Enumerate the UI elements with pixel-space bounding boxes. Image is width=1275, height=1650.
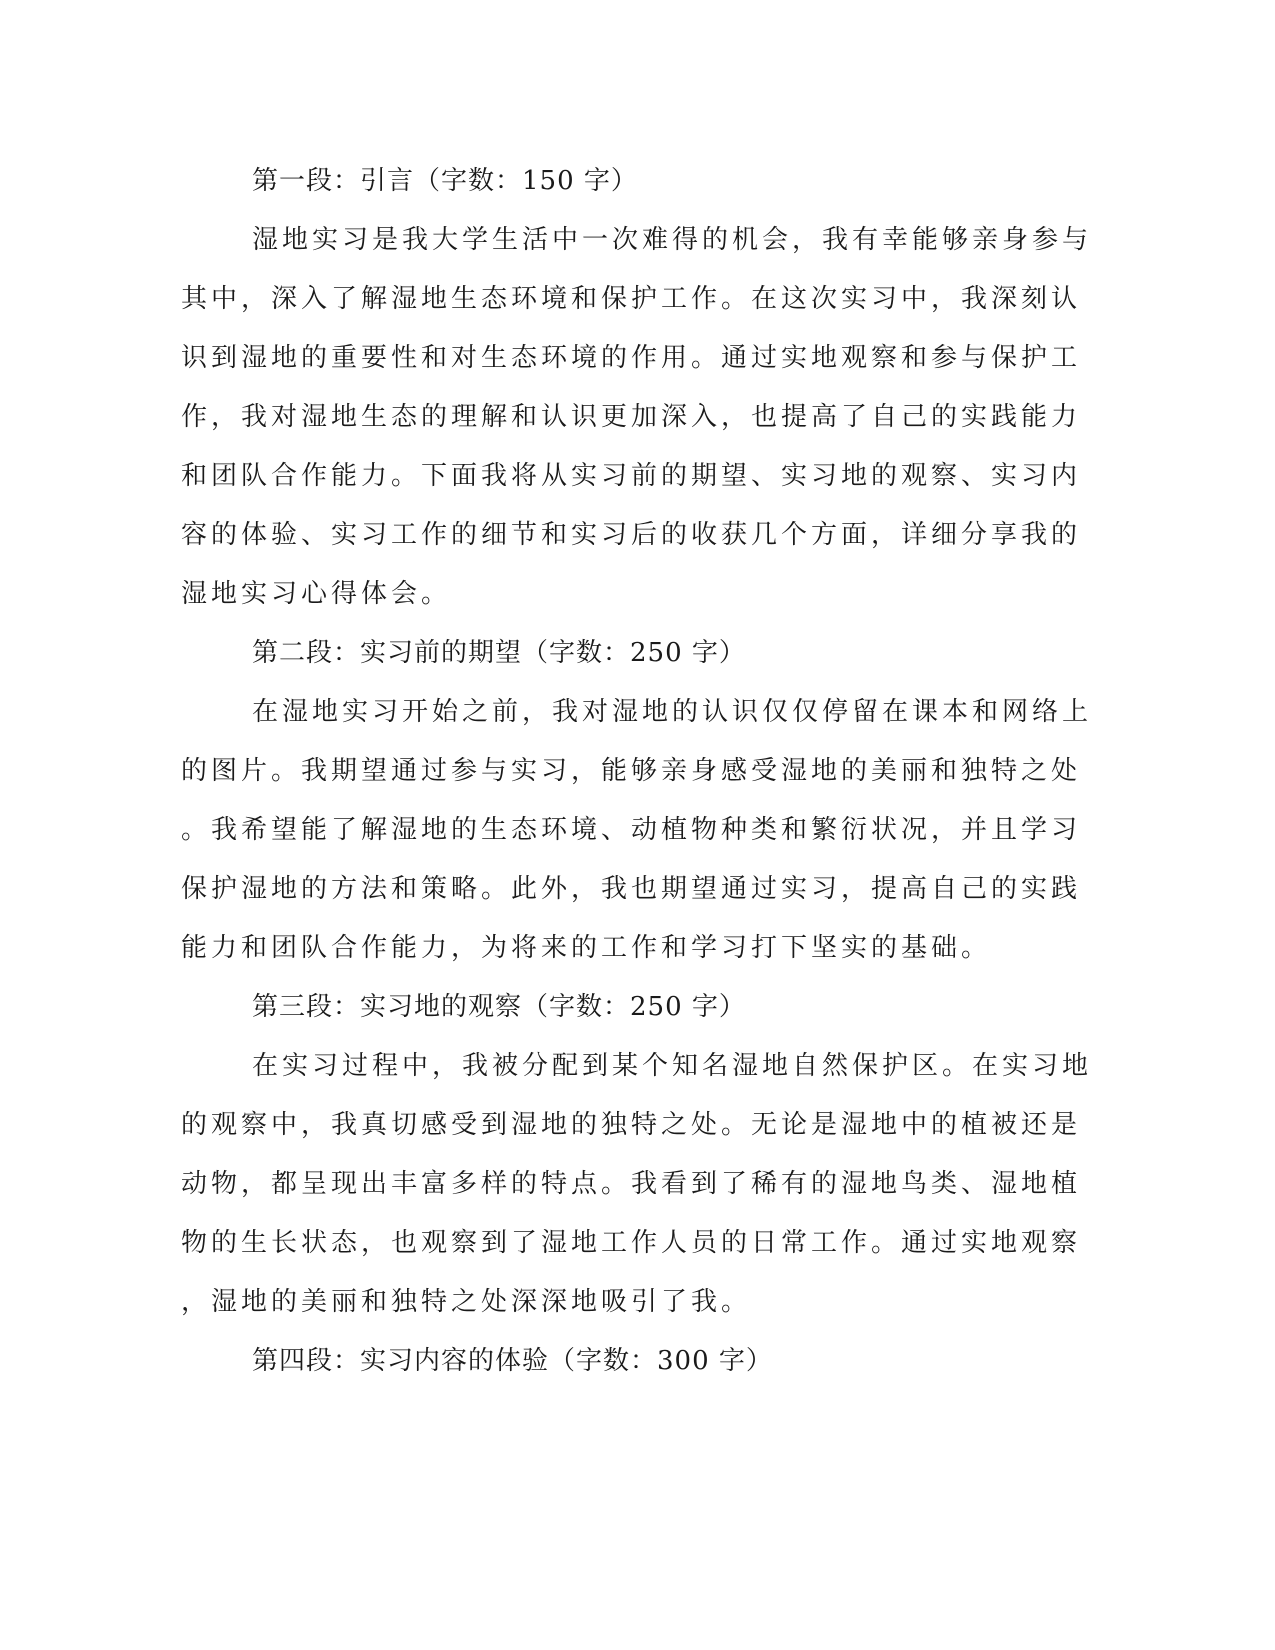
paragraph-line <box>0 1164 1275 1204</box>
line-text: 物的生长状态，也观察到了湿地工作人员的日常工作。通过实地观察 <box>181 1228 1082 1258</box>
paragraph-line <box>0 810 1275 850</box>
line-text: 动物，都呈现出丰富多样的特点。我看到了稀有的湿地鸟类、湿地植 <box>181 1169 1082 1199</box>
line-text: 第二段：实习前的期望（字数：250 字） <box>252 638 746 668</box>
paragraph-line <box>0 928 1275 968</box>
paragraph-line <box>0 1046 1275 1086</box>
line-text: 。我希望能了解湿地的生态环境、动植物种类和繁衍状况，并且学习 <box>181 815 1082 845</box>
line-text: 的观察中，我真切感受到湿地的独特之处。无论是湿地中的植被还是 <box>181 1110 1082 1140</box>
section-heading-2 <box>0 633 1275 673</box>
line-text: 和团队合作能力。下面我将从实习前的期望、实习地的观察、实习内 <box>181 461 1082 491</box>
section-heading-4 <box>0 1341 1275 1381</box>
paragraph-line <box>0 397 1275 437</box>
line-text: 保护湿地的方法和策略。此外，我也期望通过实习，提高自己的实践 <box>181 874 1082 904</box>
paragraph-line <box>0 1223 1275 1263</box>
paragraph-line <box>0 692 1275 732</box>
paragraph-line <box>0 220 1275 260</box>
paragraph-line <box>0 751 1275 791</box>
paragraph-line <box>0 456 1275 496</box>
line-text: 的图片。我期望通过参与实习，能够亲身感受湿地的美丽和独特之处 <box>181 756 1082 786</box>
section-heading-3 <box>0 987 1275 1027</box>
line-text: 在实习过程中，我被分配到某个知名湿地自然保护区。在实习地 <box>252 1051 1093 1081</box>
line-text: ，湿地的美丽和独特之处深深地吸引了我。 <box>181 1287 752 1317</box>
line-text: 湿地实习心得体会。 <box>181 579 452 609</box>
paragraph-line <box>0 574 1275 614</box>
section-heading-1 <box>0 161 1275 201</box>
line-text: 第一段：引言（字数：150 字） <box>252 166 638 196</box>
line-text: 容的体验、实习工作的细节和实习后的收获几个方面，详细分享我的 <box>181 520 1082 550</box>
paragraph-line <box>0 869 1275 909</box>
paragraph-line <box>0 1105 1275 1145</box>
paragraph-line <box>0 1282 1275 1322</box>
line-text: 第三段：实习地的观察（字数：250 字） <box>252 992 746 1022</box>
paragraph-line <box>0 515 1275 555</box>
line-text: 在湿地实习开始之前，我对湿地的认识仅仅停留在课本和网络上 <box>252 697 1093 727</box>
paragraph-line <box>0 279 1275 319</box>
line-text: 第四段：实习内容的体验（字数：300 字） <box>252 1346 773 1376</box>
line-text: 作，我对湿地生态的理解和认识更加深入，也提高了自己的实践能力 <box>181 402 1082 432</box>
paragraph-line <box>0 338 1275 378</box>
line-text: 其中，深入了解湿地生态环境和保护工作。在这次实习中，我深刻认 <box>181 284 1082 314</box>
line-text: 能力和团队合作能力，为将来的工作和学习打下坚实的基础。 <box>181 933 992 963</box>
line-text: 湿地实习是我大学生活中一次难得的机会，我有幸能够亲身参与 <box>252 225 1093 255</box>
line-text: 识到湿地的重要性和对生态环境的作用。通过实地观察和参与保护工 <box>181 343 1082 373</box>
